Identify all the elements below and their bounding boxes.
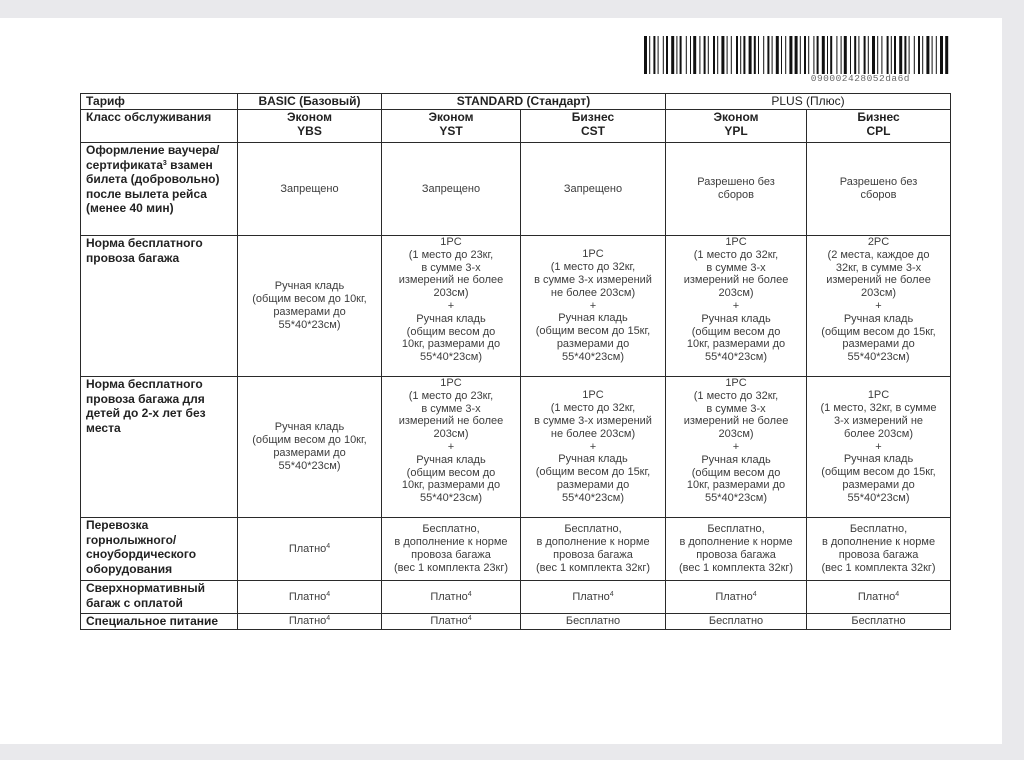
excess-cell: Платно$^4$	[382, 581, 521, 614]
barcode-bar	[736, 36, 738, 74]
barcode-bar	[891, 36, 892, 74]
barcode-bar	[781, 36, 782, 74]
baggage-cell: Ручная кладь (общим весом до 10кг, размерами до 55*40*23см)	[238, 236, 382, 377]
barcode-bar	[945, 36, 948, 74]
baggage-cell: 2PC (2 места, каждое до 32кг, в сумме 3-х измерений не более 203см) + Ручная кладь (общим весом до 15кг, размерами до 55*40*23см)	[807, 236, 951, 377]
excess-row	[81, 581, 951, 614]
barcode-bar	[822, 36, 825, 74]
barcode-number: 090002428052da6d	[810, 73, 910, 84]
class-cell: Бизнес CST	[521, 110, 666, 143]
barcode-bar	[800, 36, 801, 74]
class-cell: Эконом YST	[382, 110, 521, 143]
voucher-row-label: Оформление ваучера/сертификата$^3$ взамен билета (добровольно) после вылета рейса (менее 40 мин)	[81, 143, 238, 236]
baggage-cell: 1PC (1 место до 32кг, в сумме 3-х измерений не более 203см) + Ручная кладь (общим весом до 10кг, размерами до 55*40*23см)	[666, 236, 807, 377]
barcode-bar	[909, 36, 910, 74]
baggage-row	[81, 236, 951, 377]
barcode-bar	[754, 36, 756, 74]
ski-row	[81, 518, 951, 581]
barcode-bar	[872, 36, 875, 74]
barcode-bar	[864, 36, 866, 74]
barcode-bar	[785, 36, 786, 74]
barcode-bar	[658, 36, 659, 74]
barcode-bar	[804, 36, 806, 74]
barcode-bar	[899, 36, 902, 74]
barcode-bar	[717, 36, 718, 74]
voucher-cell: Разрешено без сборов	[807, 143, 951, 236]
voucher-cell: Запрещено	[521, 143, 666, 236]
voucher-cell: Запрещено	[382, 143, 521, 236]
excess-cell: Платно$^4$	[521, 581, 666, 614]
barcode-bar	[690, 36, 691, 74]
meal-row-label: Специальное питание	[81, 614, 238, 630]
voucher-row	[81, 143, 951, 236]
barcode-bar	[666, 36, 668, 74]
barcode-bar	[904, 36, 906, 74]
ski-cell: Бесплатно, в дополнение к норме провоза багажа (вес 1 комплекта 32кг)	[666, 518, 807, 581]
barcode-bar	[894, 36, 896, 74]
child-baggage-cell: 1PC (1 место, 32кг, в сумме 3-х измерений не более 203см) + Ручная кладь (общим весом до 15кг, размерами до 55*40*23см)	[807, 377, 951, 518]
barcode-bar	[850, 36, 851, 74]
child-baggage-row	[81, 377, 951, 518]
barcode-bar	[789, 36, 792, 74]
barcode-bar	[922, 36, 923, 74]
class-cell: Бизнес CPL	[807, 110, 951, 143]
barcode-bar	[763, 36, 764, 74]
class-row	[81, 110, 951, 143]
barcode-bar	[663, 36, 664, 74]
barcode-bar	[731, 36, 732, 74]
barcode-bar	[743, 36, 745, 74]
barcode-bar	[676, 36, 677, 74]
header-row	[81, 94, 951, 110]
ski-cell: Бесплатно, в дополнение к норме провоза багажа (вес 1 комплекта 32кг)	[521, 518, 666, 581]
baggage-row-label: Норма бесплатного провоза багажа	[81, 236, 238, 377]
barcode-bar	[926, 36, 929, 74]
barcode-bar	[881, 36, 882, 74]
barcode-bar	[758, 36, 759, 74]
child-baggage-cell: 1PC (1 место до 23кг, в сумме 3-х измерений не более 203см) + Ручная кладь (общим весом до 10кг, размерами до 55*40*23см)	[382, 377, 521, 518]
barcode-bar	[940, 36, 943, 74]
barcode-bar	[827, 36, 828, 74]
barcode-bar	[836, 36, 837, 74]
barcode-bar	[686, 36, 687, 74]
tariff-table	[80, 93, 951, 630]
meal-cell: Бесплатно	[521, 614, 666, 630]
tariff-label: Тариф	[81, 94, 238, 110]
baggage-cell: 1PC (1 место до 32кг, в сумме 3-х измерений не более 203см) + Ручная кладь (общим весом до 15кг, размерами до 55*40*23см)	[521, 236, 666, 377]
ski-row-label: Перевозка горнолыжного/ сноубордического оборудования	[81, 518, 238, 581]
ski-cell-paid: Платно$^4$	[238, 518, 382, 581]
class-cell: Эконом YBS	[238, 110, 382, 143]
ski-cell: Бесплатно, в дополнение к норме провоза багажа (вес 1 комплекта 32кг)	[807, 518, 951, 581]
barcode-bar	[693, 36, 696, 74]
barcode-bar	[854, 36, 856, 74]
tariff-basic: BASIC (Базовый)	[238, 94, 382, 110]
barcode-bar	[699, 36, 700, 74]
tariff-plus: PLUS (Плюс)	[666, 94, 951, 110]
excess-row-label: Сверхнормативный багаж с оплатой	[81, 581, 238, 614]
barcode-bar	[727, 36, 728, 74]
barcode-bar	[813, 36, 814, 74]
barcode	[644, 36, 952, 74]
ski-cell: Бесплатно, в дополнение к норме провоза багажа (вес 1 комплекта 23кг)	[382, 518, 521, 581]
voucher-cell: Разрешено без сборов	[666, 143, 807, 236]
meal-cell: Бесплатно	[666, 614, 807, 630]
barcode-bar	[830, 36, 832, 74]
barcode-bar	[749, 36, 752, 74]
barcode-bar	[918, 36, 920, 74]
barcode-bar	[772, 36, 773, 74]
barcode-bar	[704, 36, 706, 74]
barcode-bar	[653, 36, 655, 74]
barcode-bar	[808, 36, 809, 74]
excess-cell: Платно$^4$	[238, 581, 382, 614]
child-baggage-cell: Ручная кладь (общим весом до 10кг, размерами до 55*40*23см)	[238, 377, 382, 518]
excess-cell: Платно$^4$	[807, 581, 951, 614]
meal-cell: Бесплатно	[807, 614, 951, 630]
barcode-bar	[841, 36, 842, 74]
child-baggage-cell: 1PC (1 место до 32кг, в сумме 3-х измерений не более 203см) + Ручная кладь (общим весом до 15кг, размерами до 55*40*23см)	[521, 377, 666, 518]
class-cell: Эконом YPL	[666, 110, 807, 143]
barcode-bar	[721, 36, 724, 74]
barcode-bar	[844, 36, 847, 74]
tariff-standard: STANDARD (Стандарт)	[382, 94, 666, 110]
voucher-cell: Запрещено	[238, 143, 382, 236]
child-baggage-cell: 1PC (1 место до 32кг, в сумме 3-х измерений не более 203см) + Ручная кладь (общим весом до 10кг, размерами до 55*40*23см)	[666, 377, 807, 518]
barcode-bar	[708, 36, 709, 74]
barcode-bar	[932, 36, 933, 74]
barcode-bar	[877, 36, 878, 74]
barcode-bar	[680, 36, 682, 74]
barcode-bar	[795, 36, 798, 74]
meal-row	[81, 614, 951, 630]
barcode-bar	[858, 36, 859, 74]
barcode-bar	[671, 36, 674, 74]
barcode-bar	[887, 36, 889, 74]
barcode-bar	[713, 36, 715, 74]
barcode-bar	[817, 36, 819, 74]
meal-cell: Платно$^4$	[238, 614, 382, 630]
barcode-bar	[776, 36, 779, 74]
barcode-bar	[649, 36, 650, 74]
meal-cell: Платно$^4$	[382, 614, 521, 630]
barcode-bar	[936, 36, 937, 74]
barcode-bar	[740, 36, 741, 74]
child-baggage-row-label: Норма бесплатного провоза багажа для детей до 2-х лет без места	[81, 377, 238, 518]
barcode-bar	[914, 36, 915, 74]
excess-cell: Платно$^4$	[666, 581, 807, 614]
class-row-label: Класс обслуживания	[81, 110, 238, 143]
barcode-bar	[644, 36, 647, 74]
baggage-cell: 1PC (1 место до 23кг, в сумме 3-х измерений не более 203см) + Ручная кладь (общим весом до 10кг, размерами до 55*40*23см)	[382, 236, 521, 377]
barcode-bar	[767, 36, 769, 74]
barcode-bar	[868, 36, 869, 74]
